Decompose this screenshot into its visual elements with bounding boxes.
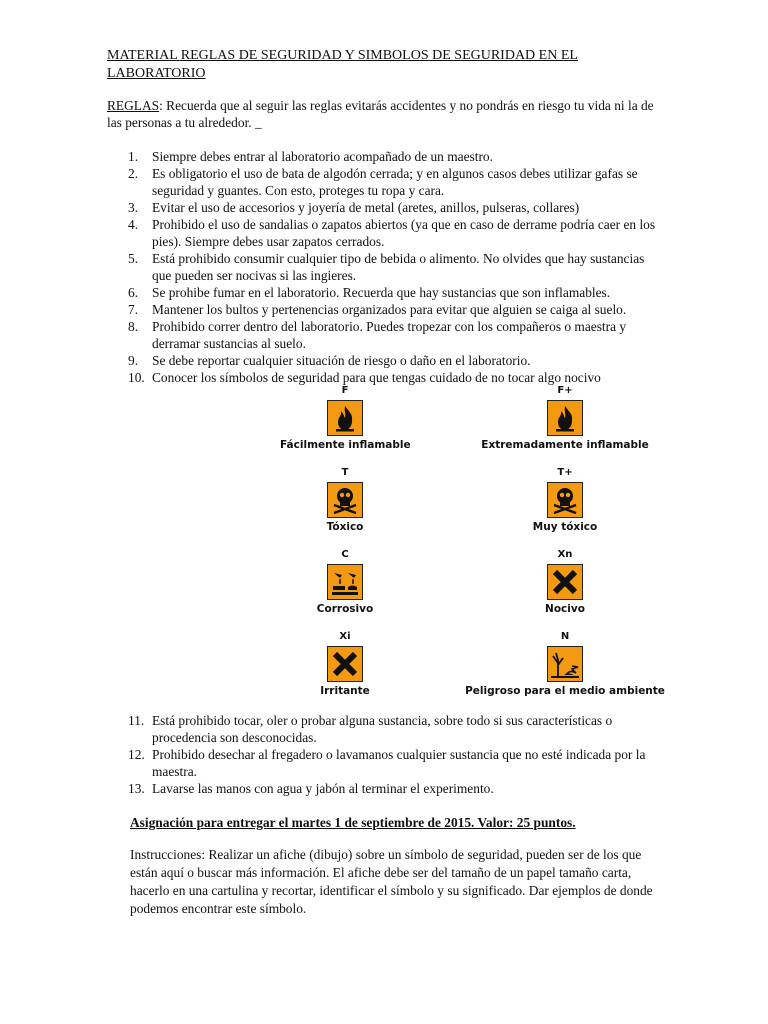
- rule-text: Evitar el uso de accesorios y joyería de metal (aretes, anillos, pulseras, collares): [152, 200, 580, 215]
- symbol-label: Fácilmente inflamable: [280, 439, 411, 451]
- flame-icon: [547, 400, 583, 436]
- list-item: [107, 199, 667, 216]
- flame-icon: [327, 400, 363, 436]
- hazard-symbol: [460, 631, 670, 697]
- hazard-symbol: [480, 549, 650, 615]
- intro-paragraph: [107, 97, 667, 131]
- list-item: [107, 148, 667, 165]
- rule-number: 1.: [128, 149, 139, 164]
- hazard-symbol: [280, 467, 410, 533]
- rule-text: Se prohibe fumar en el laboratorio. Recuerda que hay sustancias que son inflamables.: [152, 285, 611, 300]
- intro-text: : Recuerda que al seguir las reglas evitarás accidentes y no pondrás en riesgo tu vida ni la de las personas a tu alrededor. _: [107, 98, 654, 130]
- x-cross-icon: [547, 564, 583, 600]
- hazard-symbol: [280, 385, 410, 451]
- symbol-label: Irritante: [320, 685, 370, 697]
- rule-number: 9.: [128, 353, 139, 368]
- symbol-label: Muy tóxico: [532, 521, 598, 533]
- list-item: [107, 318, 667, 352]
- list-item: [107, 250, 667, 284]
- rule-number: 13.: [128, 781, 145, 796]
- corrosive-icon: [327, 564, 363, 600]
- rule-text: Se debe reportar cualquier situación de riesgo o daño en el laboratorio.: [152, 353, 531, 368]
- document-title: MATERIAL REGLAS DE SEGURIDAD Y SIMBOLOS DE SEGURIDAD EN EL LABORATORIO: [107, 48, 578, 81]
- hazard-symbol: [280, 631, 410, 697]
- rule-text: Siempre debes entrar al laboratorio acompañado de un maestro.: [152, 149, 493, 164]
- rule-text: Está prohibido consumir cualquier tipo de bebida o alimento. No olvides que hay sustancias que pueden ser nocivas si las ingieres.: [152, 251, 645, 283]
- hazard-symbol: [480, 467, 650, 533]
- rule-text: Prohibido correr dentro del laboratorio. Puedes tropezar con los compañeros o maestra y derramar sustancias al suelo.: [152, 319, 627, 351]
- symbol-label: Nocivo: [545, 603, 585, 615]
- symbol-code: N: [560, 631, 570, 642]
- skull-icon: [547, 482, 583, 518]
- symbol-label: Tóxico: [326, 521, 364, 533]
- rule-text: Prohibido desechar al fregadero o lavamanos cualquier sustancia que no esté indicada por la maestra.: [152, 747, 646, 779]
- symbol-code: C: [341, 549, 349, 560]
- assignment-heading: Asignación para entregar el martes 1 de septiembre de 2015. Valor: 25 puntos.: [130, 815, 576, 830]
- rule-number: 11.: [128, 713, 145, 728]
- symbol-label: Corrosivo: [316, 603, 374, 615]
- rule-number: 10.: [128, 370, 145, 385]
- hazard-symbol: [280, 549, 410, 615]
- symbol-label: Peligroso para el medio ambiente: [465, 685, 665, 697]
- rule-text: Conocer los símbolos de seguridad para que tengas cuidado de no tocar algo nocivo: [152, 370, 601, 385]
- list-item: [107, 780, 667, 797]
- rules-list: [107, 148, 667, 386]
- list-item: [107, 746, 667, 780]
- intro-label: REGLAS: [107, 98, 160, 113]
- hazard-symbol: [480, 385, 650, 451]
- symbol-label: Extremadamente inflamable: [481, 439, 649, 451]
- symbol-code: T: [341, 467, 349, 478]
- dead-tree-icon: [547, 646, 583, 682]
- symbol-code: T+: [557, 467, 573, 478]
- rule-text: Mantener los bultos y pertenencias organizados para evitar que alguien se caiga al suelo.: [152, 302, 627, 317]
- list-item: [107, 284, 667, 301]
- list-item: [107, 165, 667, 199]
- symbol-code: F+: [557, 385, 573, 396]
- list-item: [107, 369, 667, 386]
- rule-text: Prohibido el uso de sandalias o zapatos abiertos (ya que en caso de derrame podría caer en los pies). Siempre debes usar zapatos cerrados.: [152, 217, 656, 249]
- skull-icon: [327, 482, 363, 518]
- rule-number: 5.: [128, 251, 139, 266]
- instructions-paragraph: Instrucciones: Realizar un afiche (dibujo) sobre un símbolo de seguridad, pueden ser de los que están aquí o buscar más información. El afiche debe ser del tamaño de un papel tamaño carta, hacerlo en una cartulina y recortar, identificar el símbolo y su significado. Dar ejemplos de donde podemos encontrar este símbolo.: [130, 847, 653, 916]
- list-item: [107, 216, 667, 250]
- rule-text: Lavarse las manos con agua y jabón al terminar el experimento.: [152, 781, 494, 796]
- rule-text: Está prohibido tocar, oler o probar alguna sustancia, sobre todo si sus características o procedencia son desconocidas.: [152, 713, 613, 745]
- symbol-code: F: [341, 385, 349, 396]
- symbol-code: Xn: [557, 549, 573, 560]
- rule-number: 3.: [128, 200, 139, 215]
- rule-number: 7.: [128, 302, 139, 317]
- list-item: [107, 712, 667, 746]
- hazard-symbols-grid: [280, 385, 670, 703]
- rule-number: 4.: [128, 217, 139, 232]
- rule-number: 12.: [128, 747, 145, 762]
- rules-list-continued: [107, 712, 667, 797]
- symbol-code: Xi: [339, 631, 351, 642]
- rule-number: 8.: [128, 319, 139, 334]
- rule-text: Es obligatorio el uso de bata de algodón cerrada; y en algunos casos debes utilizar gafas se seguridad y guantes. Con esto, proteges tu ropa y cara.: [152, 166, 638, 198]
- rule-number: 2.: [128, 166, 139, 181]
- list-item: [107, 301, 667, 318]
- list-item: [107, 352, 667, 369]
- rule-number: 6.: [128, 285, 139, 300]
- x-cross-icon: [327, 646, 363, 682]
